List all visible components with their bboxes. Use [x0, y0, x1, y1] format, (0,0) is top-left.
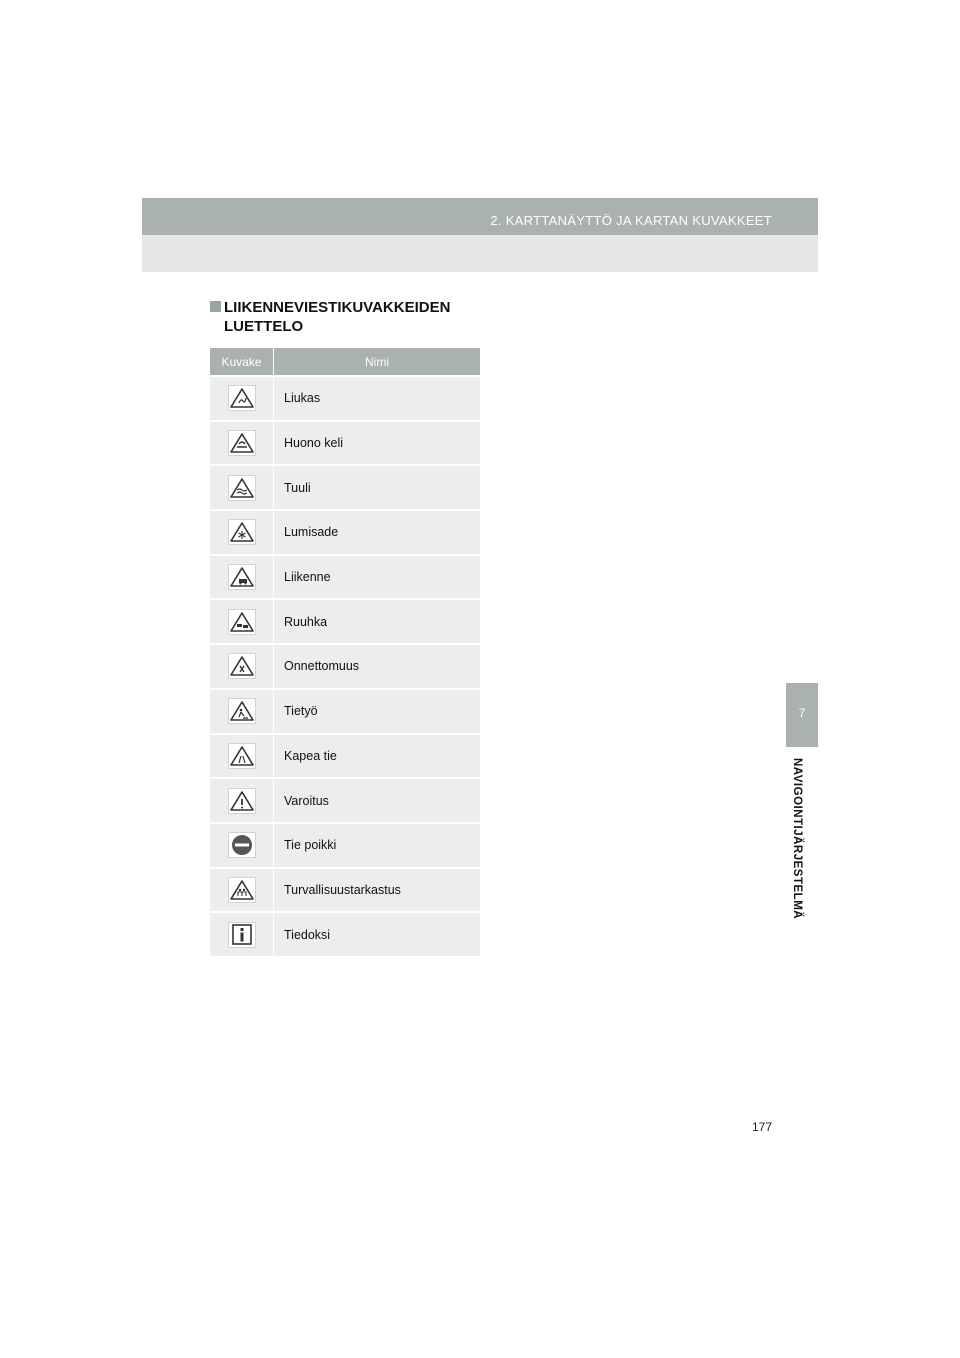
- accident-icon: [228, 653, 256, 679]
- column-header-name: Nimi: [274, 348, 481, 376]
- icon-cell: [210, 689, 274, 734]
- header-band: [142, 198, 818, 235]
- table-row: [210, 376, 480, 421]
- table-row: [210, 912, 480, 956]
- name-cell: Turvallisuustarkastus: [274, 868, 481, 913]
- icon-cell: [210, 599, 274, 644]
- roadwork-icon: [228, 698, 256, 724]
- table-row: [210, 555, 480, 600]
- slippery-icon: [228, 385, 256, 411]
- info-icon: [228, 922, 256, 948]
- name-cell: Tietyö: [274, 689, 481, 734]
- icon-cell: [210, 823, 274, 868]
- road-closed-icon: [228, 832, 256, 858]
- column-header-icon: Kuvake: [210, 348, 274, 376]
- name-cell: Lumisade: [274, 510, 481, 555]
- table-row: [210, 465, 480, 510]
- traffic-icon: [228, 564, 256, 590]
- icon-cell: [210, 376, 274, 421]
- table-row: [210, 734, 480, 779]
- name-cell: Tie poikki: [274, 823, 481, 868]
- name-cell: Liukas: [274, 376, 481, 421]
- table-row: [210, 644, 480, 689]
- icon-cell: [210, 778, 274, 823]
- icon-cell: [210, 734, 274, 779]
- chapter-tab: 7: [786, 683, 818, 747]
- snowfall-icon: [228, 519, 256, 545]
- icon-cell: [210, 912, 274, 956]
- security-check-icon: [228, 877, 256, 903]
- table-row: [210, 510, 480, 555]
- name-cell: Kapea tie: [274, 734, 481, 779]
- icon-cell: [210, 868, 274, 913]
- table-row: [210, 421, 480, 466]
- header-title: 2. KARTTANÄYTTÖ JA KARTAN KUVAKKEET: [490, 213, 772, 228]
- table-row: [210, 868, 480, 913]
- section-heading-line1: LIIKENNEVIESTIKUVAKKEIDEN: [224, 299, 451, 316]
- name-cell: Tuuli: [274, 465, 481, 510]
- table-row: [210, 778, 480, 823]
- congestion-icon: [228, 609, 256, 635]
- table-row: [210, 599, 480, 644]
- name-cell: Huono keli: [274, 421, 481, 466]
- warning-icon: [228, 788, 256, 814]
- header-subband: [142, 235, 818, 272]
- icon-cell: [210, 465, 274, 510]
- wind-icon: [228, 475, 256, 501]
- icon-cell: [210, 644, 274, 689]
- icon-table: [210, 348, 480, 956]
- name-cell: Varoitus: [274, 778, 481, 823]
- name-cell: Onnettomuus: [274, 644, 481, 689]
- table-row: [210, 689, 480, 734]
- square-bullet-icon: [210, 301, 221, 312]
- chapter-label: NAVIGOINTIJÄRJESTELMÄ: [791, 758, 803, 920]
- page-number: 177: [752, 1120, 773, 1134]
- section-heading-line2: LUETTELO: [224, 318, 304, 335]
- narrow-road-icon: [228, 743, 256, 769]
- name-cell: Liikenne: [274, 555, 481, 600]
- name-cell: Ruuhka: [274, 599, 481, 644]
- icon-cell: [210, 421, 274, 466]
- bad-weather-icon: [228, 430, 256, 456]
- name-cell: Tiedoksi: [274, 912, 481, 956]
- section-heading: [210, 298, 450, 336]
- table-header-row: [210, 348, 480, 376]
- icon-cell: [210, 555, 274, 600]
- table-row: [210, 823, 480, 868]
- icon-cell: [210, 510, 274, 555]
